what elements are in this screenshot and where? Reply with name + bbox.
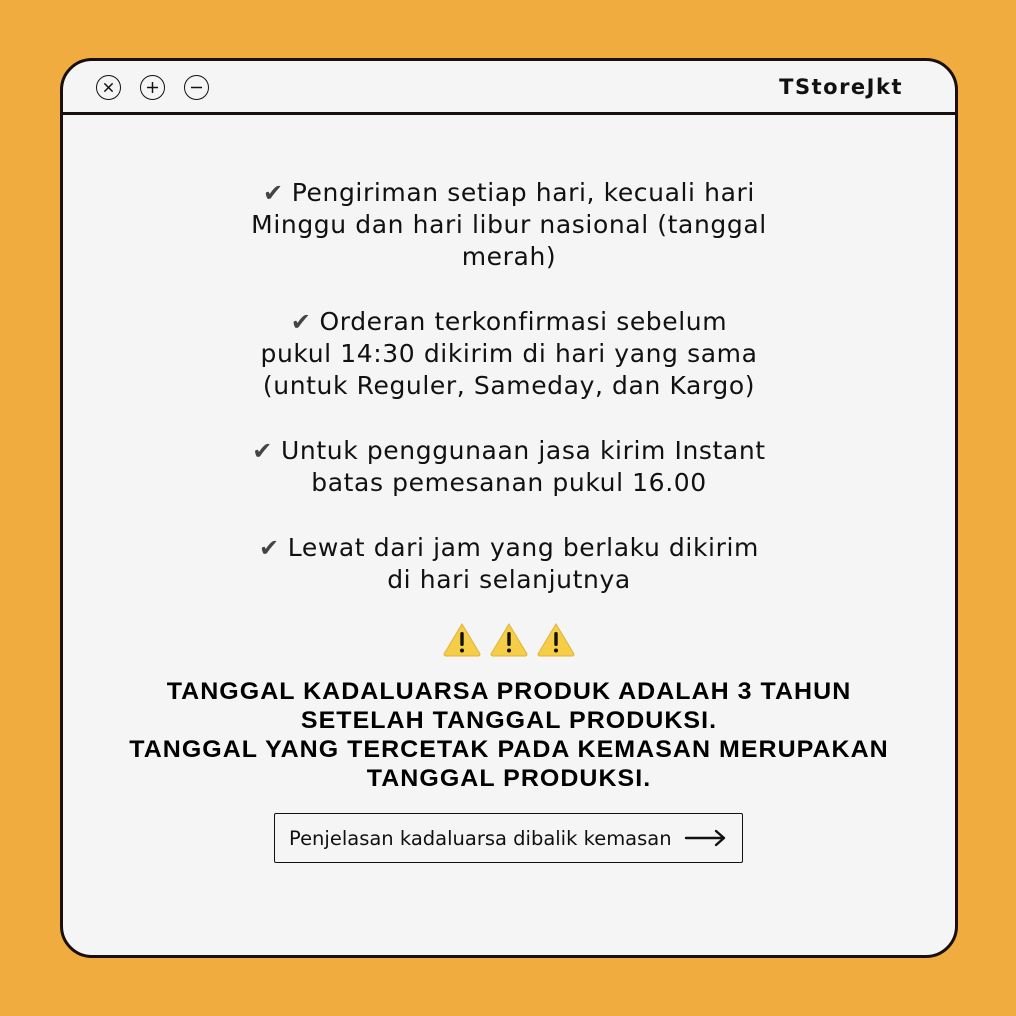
- list-item: ✔ Untuk penggunaan jasa kirim Instant batas pemesanan pukul 16.00: [252, 436, 766, 497]
- check-icon: ✔: [259, 534, 280, 562]
- minus-icon: [185, 76, 208, 99]
- brand-title: TStoreJkt: [779, 75, 903, 99]
- arrow-right-icon: [684, 828, 728, 848]
- close-button[interactable]: [96, 75, 121, 100]
- title-bar: [63, 61, 955, 115]
- plus-icon: [141, 76, 164, 99]
- check-icon: ✔: [252, 437, 274, 465]
- expiry-explanation-button[interactable]: [274, 813, 743, 863]
- expiry-notice: TANGGAL KADALUARSA PRODUK ADALAH 3 TAHUN SETELAH TANGGAL PRODUKSI. TANGGAL YANG TERCETAK PADA KEMASAN MERUPAKAN TANGGAL PRODUKSI.: [129, 678, 889, 792]
- check-icon: ✔: [290, 308, 312, 336]
- list-item: ✔ Pengiriman setiap hari, kecuali hari Minggu dan hari libur nasional (tanggal merah): [251, 178, 767, 271]
- check-icon: ✔: [263, 179, 284, 207]
- warning-icon: [536, 621, 576, 657]
- close-icon: [97, 76, 120, 99]
- list-item: ✔ Lewat dari jam yang berlaku dikirim di hari selanjutnya: [259, 533, 759, 594]
- warning-icons: [63, 621, 955, 661]
- list-item: ✔ Orderan terkonfirmasi sebelum pukul 14:30 dikirim di hari yang sama (untuk Reguler, Sameday, dan Kargo): [260, 307, 758, 400]
- button-label: Penjelasan kadaluarsa dibalik kemasan: [289, 826, 672, 850]
- minimize-button[interactable]: [184, 75, 209, 100]
- warning-icon: [489, 621, 529, 657]
- app-window: [60, 58, 958, 958]
- maximize-button[interactable]: [140, 75, 165, 100]
- warning-icon: [442, 621, 482, 657]
